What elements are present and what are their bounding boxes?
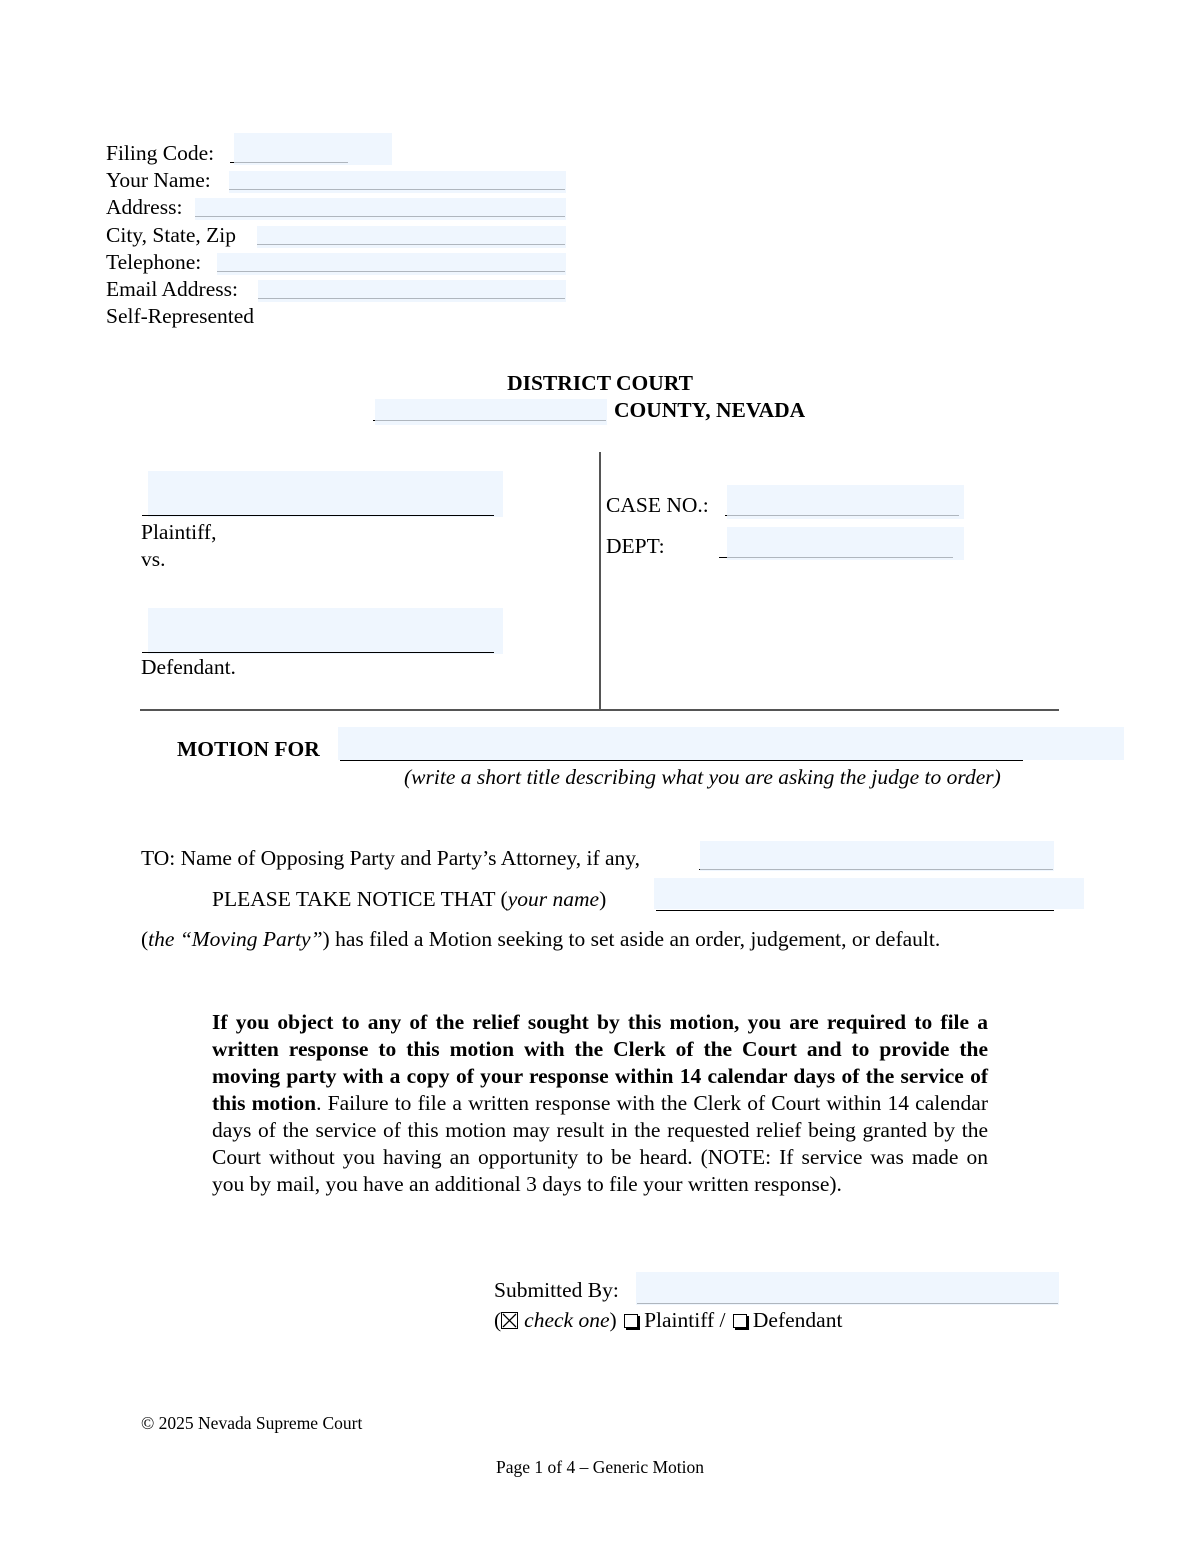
case-no-field[interactable] (727, 485, 964, 519)
warning-bold-text: If you object to any of the relief sought by this motion, you are required to file a written response to this motion with the Clerk of the Court and to provide the moving party with a copy of your response within 14 calendar days of the service of this motion (212, 1010, 988, 1115)
opposing-party-field[interactable] (700, 841, 1054, 871)
page-footer: Page 1 of 4 – Generic Motion (495, 1457, 704, 1477)
copyright-notice: © 2025 Nevada Supreme Court (141, 1413, 363, 1433)
objection-warning-paragraph (212, 1009, 988, 1198)
plaintiff-label: Plaintiff, (141, 520, 217, 544)
plaintiff-underline (142, 494, 494, 516)
address-label: Address: (106, 195, 183, 219)
defendant-checkbox-icon[interactable] (733, 1314, 747, 1328)
email-field[interactable] (258, 280, 566, 302)
motion-title-instruction: (write a short title describing what you are asking the judge to order) (404, 765, 1001, 789)
telephone-label: Telephone: (106, 250, 202, 274)
court-title: DISTRICT COURT (507, 371, 693, 395)
close-paren: ) (599, 887, 607, 911)
caption-vertical-divider (599, 452, 601, 710)
to-opposing-party-label: TO: Name of Opposing Party and Party’s Attorney, if any, (141, 846, 641, 870)
your-name-label: Your Name: (106, 168, 211, 192)
county-suffix: COUNTY, NEVADA (614, 398, 806, 422)
city-state-zip-label: City, State, Zip (106, 223, 236, 247)
motion-title-prefix: MOTION FOR (177, 737, 320, 761)
dept-label: DEPT: (606, 534, 665, 558)
defendant-underline (142, 631, 494, 653)
notice-text: PLEASE TAKE NOTICE THAT ( (212, 887, 508, 911)
self-represented-label: Self-Represented (106, 304, 255, 328)
moving-party-rest: ) has filed a Motion seeking to set aside an order, judgement, or default. (322, 927, 941, 951)
defendant-option-label: Defendant (752, 1308, 843, 1332)
checked-box-icon (501, 1312, 518, 1329)
check-open-paren: ( (494, 1308, 502, 1332)
motion-title-field[interactable] (338, 727, 1124, 760)
defendant-label: Defendant. (141, 655, 236, 679)
plaintiff-option-label: Plaintiff / (644, 1308, 726, 1332)
case-no-label: CASE NO.: (606, 493, 709, 517)
email-label: Email Address: (106, 277, 238, 301)
check-one-hint: check one (524, 1308, 610, 1332)
address-field[interactable] (195, 198, 566, 220)
dept-field[interactable] (727, 527, 964, 560)
county-field[interactable] (375, 399, 607, 425)
filing-code-field[interactable] (234, 133, 392, 165)
vs-label: vs. (141, 547, 166, 571)
open-paren: ( (141, 927, 149, 951)
moving-party-name-field[interactable] (654, 878, 1084, 909)
submitted-by-field[interactable] (636, 1272, 1059, 1305)
caption-bottom-rule (140, 709, 1059, 711)
city-state-zip-field[interactable] (257, 226, 566, 248)
plaintiff-checkbox-icon[interactable] (624, 1314, 638, 1328)
moving-party-line (141, 927, 940, 952)
moving-party-hint: the “Moving Party” (148, 927, 323, 951)
party-check-row (494, 1308, 842, 1333)
your-name-field[interactable] (229, 171, 566, 193)
telephone-field[interactable] (217, 253, 566, 275)
submitted-by-label: Submitted By: (494, 1278, 619, 1302)
your-name-hint: your name (507, 887, 600, 911)
please-take-notice (212, 887, 606, 912)
filing-code-label: Filing Code: (106, 141, 215, 165)
warning-normal-text: . Failure to file a written response with the Clerk of Court within 14 calendar days of the service of this motion may result in the requested relief being granted by the Court without you having an opportunity to be heard. (NOTE: If service was made on you by mail, you have an additional 3 days to file your written response). (212, 1091, 988, 1196)
check-close-paren: ) (609, 1308, 617, 1332)
